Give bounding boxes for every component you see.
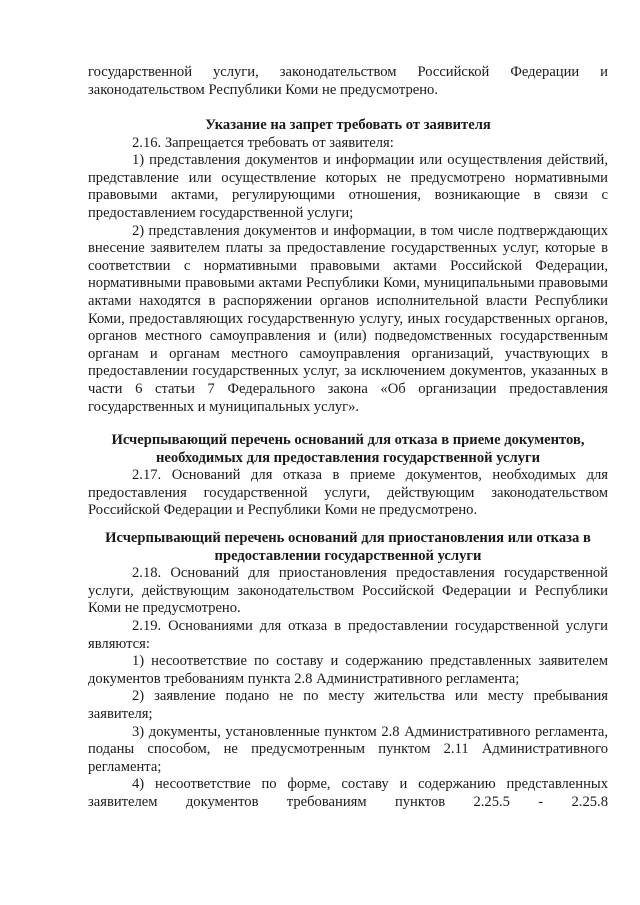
section-heading-refusal-line2: необходимых для предоставления государственной услуги (155, 449, 541, 466)
paragraph-2-18: 2.18. Оснований для приостановления предоставления государственной услуги, действующим законодательством Российской Федерации и Республики Коми не предусмотрено. (88, 565, 608, 617)
prohibition-item-2: 2) представления документов и информации, в том числе подтверждающих внесение заявителем платы за предоставление государственных услуг, которые в соответствии с нормативными правовыми актами Российской Федерации, нормативными правовыми актами Республики Коми, муниципальными правовыми актами находятся в распоряжении органов исполнительной власти Республики Коми, предоставляющих государственную услугу, иных государственных органов, органов местного самоуправления и (или) подведомственных государственным органам и органам местного самоуправления организаций, участвующих в предоставлении государственных услуг, за исключением документов, указанных в части 6 статьи 7 Федерального закона «Об организации предоставления государственных и муниципальных услуг». (88, 222, 608, 415)
refusal-item-3: 3) документы, установленные пунктом 2.8 Административного регламента, поданы способом, не предусмотренным пунктом 2.11 Административного регламента; (88, 723, 608, 775)
refusal-item-2: 2) заявление подано не по месту жительства или месту пребывания заявителя; (88, 688, 608, 722)
section-heading-suspension-line1: Исчерпывающий перечень оснований для приостановления или отказа в (105, 530, 591, 546)
refusal-item-4: 4) несоответствие по форме, составу и содержанию представленных заявителем документов требованиям пунктов 2.25.5 - 2.25.8 (88, 776, 608, 810)
refusal-item-1: 1) несоответствие по составу и содержанию представленных заявителем документов требованиям пункта 2.8 Административного регламента; (88, 653, 608, 687)
prohibition-item-1: 1) представления документов и информации или осуществления действий, представление или осуществление которых не предусмотрено нормативными правовыми актами, регулирующими отношения, возникающие в связи с предоставлением государственной услуги; (88, 152, 608, 221)
paragraph-2-17: 2.17. Оснований для отказа в приеме документов, необходимых для предоставления государственной услуги, действующим законодательством Российской Федерации и Республики Коми не предусмотрено. (88, 467, 608, 519)
section-heading-suspension-line2: предоставлении государственной услуги (214, 547, 482, 564)
paragraph-2-19: 2.19. Основаниями для отказа в предоставлении государственной услуги являются: (88, 617, 608, 652)
paragraph-2-16: 2.16. Запрещается требовать от заявителя: (132, 134, 394, 151)
section-heading-refusal-line1: Исчерпывающий перечень оснований для отказа в приеме документов, (111, 432, 585, 448)
intro-paragraph: государственной услуги, законодательством Российской Федерации и законодательством Республики Коми не предусмотрено. (88, 64, 608, 98)
section-refusal-acceptance (88, 432, 608, 520)
section-prohibition (88, 117, 608, 416)
section-heading-prohibition: Указание на запрет требовать от заявителя (205, 117, 491, 133)
intro-block (88, 64, 608, 99)
section-suspension-refusal (88, 530, 608, 812)
